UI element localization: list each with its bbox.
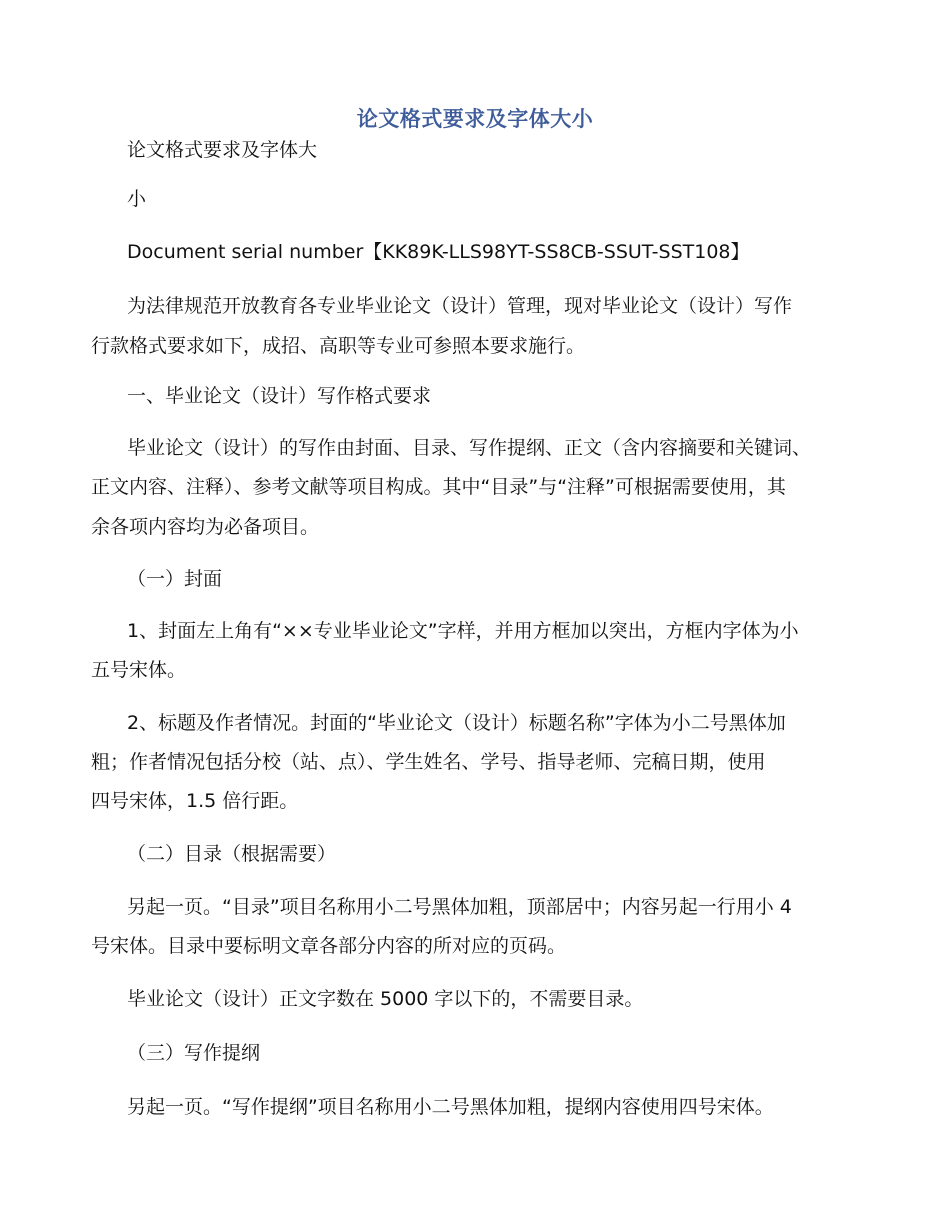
document-title: 论文格式要求及字体大小 bbox=[356, 106, 594, 131]
section-heading-1: 一、毕业论文（设计）写作格式要求 bbox=[127, 385, 432, 407]
cover-item-1-line-2: 五号宋体。 bbox=[91, 659, 187, 681]
paragraph-intro-line-2: 行款格式要求如下，成招、高职等专业可参照本要求施行。 bbox=[91, 335, 586, 357]
subsection-heading-outline: （三）写作提纲 bbox=[127, 1042, 261, 1064]
subsection-heading-toc: （二）目录（根据需要） bbox=[127, 843, 337, 865]
doc-line-2: 小 bbox=[127, 188, 147, 210]
doc-line-1: 论文格式要求及字体大 bbox=[127, 139, 318, 161]
cover-item-2-line-3: 四号宋体，1.5 倍行距。 bbox=[91, 790, 299, 812]
cover-item-2-line-1: 2、标题及作者情况。封面的“毕业论文（设计）标题名称”字体为小二号黑体加 bbox=[127, 712, 786, 734]
cover-item-2-line-2: 粗；作者情况包括分校（站、点）、学生姓名、学号、指导老师、完稿日期，使用 bbox=[91, 751, 766, 773]
cover-item-1-line-1: 1、封面左上角有“××专业毕业论文”字样，并用方框加以突出，方框内字体为小 bbox=[127, 620, 799, 642]
paragraph-structure-line-3: 余各项内容均为必备项目。 bbox=[91, 516, 320, 538]
paragraph-intro-line-1: 为法律规范开放教育各专业毕业论文（设计）管理，现对毕业论文（设计）写作 bbox=[127, 295, 793, 317]
toc-paragraph-line-1: 另起一页。“目录”项目名称用小二号黑体加粗，顶部居中；内容另起一行用小 4 bbox=[127, 896, 792, 918]
toc-paragraph-line-2: 号宋体。目录中要标明文章各部分内容的所对应的页码。 bbox=[91, 935, 567, 957]
serial-number-line: Document serial number【KK89K-LLS98YT-SS8CB-SSUT-SST108】 bbox=[127, 241, 750, 263]
paragraph-structure-line-1: 毕业论文（设计）的写作由封面、目录、写作提纲、正文（含内容摘要和关键词、 bbox=[127, 437, 812, 459]
paragraph-structure-line-2: 正文内容、注释）、参考文献等项目构成。其中“目录”与“注释”可根据需要使用，其 bbox=[91, 476, 786, 498]
toc-note-line: 毕业论文（设计）正文字数在 5000 字以下的，不需要目录。 bbox=[127, 988, 644, 1010]
subsection-heading-cover: （一）封面 bbox=[127, 568, 223, 590]
outline-paragraph-line: 另起一页。“写作提纲”项目名称用小二号黑体加粗，提纲内容使用四号宋体。 bbox=[127, 1096, 774, 1118]
